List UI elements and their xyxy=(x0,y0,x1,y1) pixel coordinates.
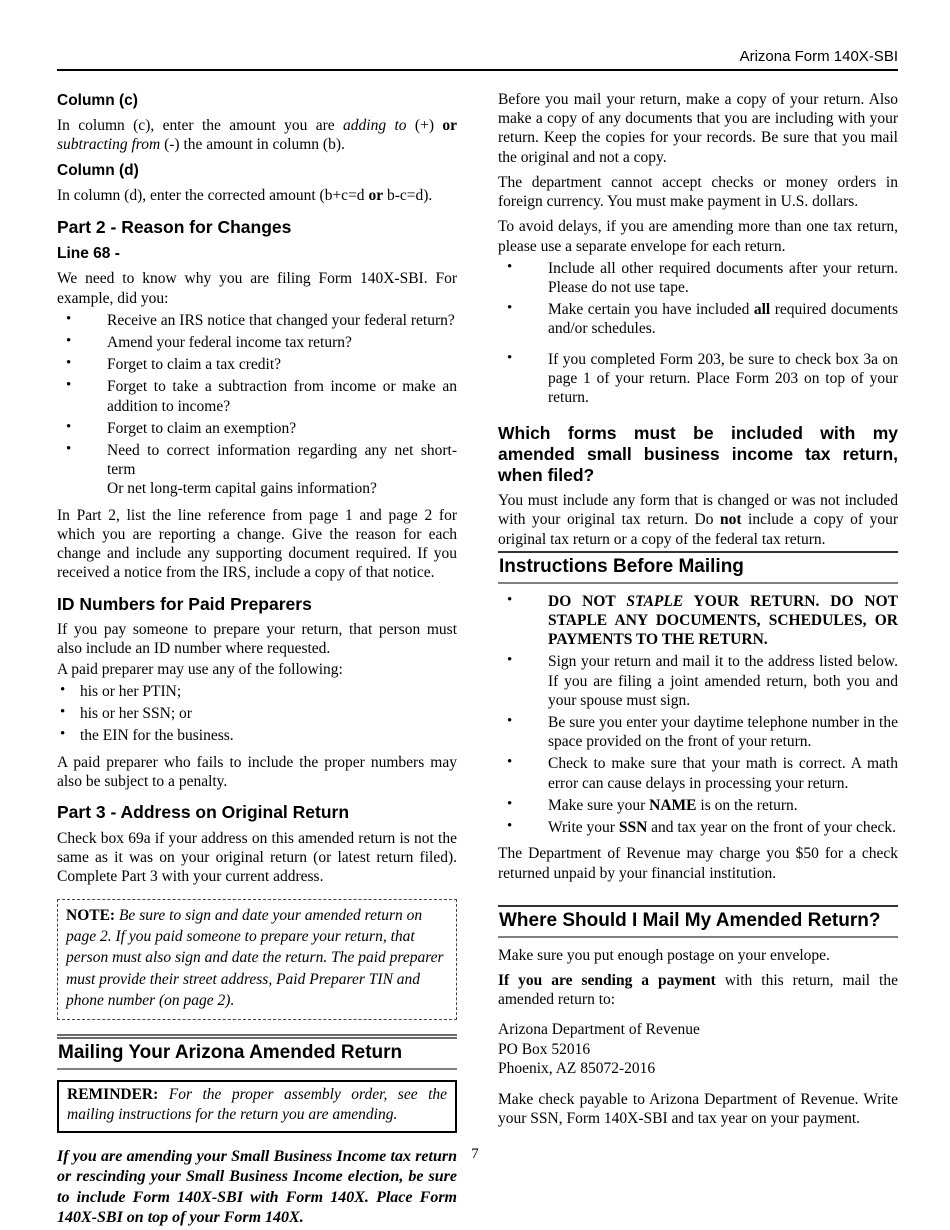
text-run: SSN xyxy=(618,819,648,837)
text-run: Write your xyxy=(548,819,619,837)
text-run: Forget to take a subtraction from income or make an addition to income? xyxy=(107,378,457,415)
text-run xyxy=(158,1086,168,1103)
bullet-icon: • xyxy=(60,704,66,721)
text-run: Part 3 - Address on Original Return xyxy=(57,801,350,822)
bullet-icon: • xyxy=(60,726,66,743)
text-run: or xyxy=(368,187,384,205)
text-run: If you are amending your Small Business Income tax return or rescinding your Small Business Income election, be sure to include Form 140X-SBI with Form 140X. Place Form 140X-SBI on top of your Form 140X. xyxy=(57,1147,457,1227)
text-run: (+) xyxy=(406,117,443,134)
bullet-text xyxy=(107,420,296,437)
bullet-item xyxy=(498,754,898,792)
boxed-section-heading xyxy=(498,905,898,938)
text-run: Where Should I Mail My Amended Return? xyxy=(499,909,881,931)
text-run: his or her PTIN; xyxy=(80,682,182,700)
bullet-text xyxy=(548,755,898,791)
bullet-list xyxy=(498,259,898,408)
paragraph xyxy=(498,1090,898,1128)
paragraph xyxy=(57,660,457,679)
text-run: NOTE: xyxy=(66,907,116,925)
text-run: Forget to claim a tax credit? xyxy=(107,356,282,374)
bullet-item xyxy=(498,300,898,338)
bullet-text xyxy=(548,260,898,296)
bullet-icon: • xyxy=(66,377,72,394)
address-line: Phoenix, AZ 85072-2016 xyxy=(498,1060,656,1078)
bullet-item xyxy=(498,713,898,751)
bullet-icon: • xyxy=(507,652,513,669)
paragraph xyxy=(57,829,457,887)
bullet-text xyxy=(80,683,181,700)
text-run: YOUR RETURN. DO NOT STAPLE ANY DOCUMENTS, SCHEDULES, OR PAYMENTS TO THE RETURN. xyxy=(548,592,898,649)
text-run: The Department of Revenue may charge you $50 for a check returned unpaid by your financial institution. xyxy=(498,845,898,882)
bullet-icon: • xyxy=(66,332,72,349)
text-run: b-c=d). xyxy=(383,187,433,205)
bullet-text xyxy=(548,593,898,648)
text-run: include a copy of your original tax return or a copy of the federal tax return. xyxy=(498,511,898,548)
paragraph xyxy=(57,620,457,658)
text-run: adding to xyxy=(343,117,407,134)
text-run: his or her SSN; or xyxy=(80,705,192,723)
text-run: Amend your federal income tax return? xyxy=(107,333,352,351)
text-run: A paid preparer may use any of the following: xyxy=(57,660,343,678)
text-run: Column (c) xyxy=(57,92,138,109)
bullet-icon: • xyxy=(507,754,513,771)
bullet-icon: • xyxy=(60,681,66,698)
bullet-list xyxy=(498,592,898,838)
text-run: If you are sending a payment xyxy=(498,971,716,989)
address-line: Arizona Department of Revenue xyxy=(498,1021,700,1039)
text-run: If you pay someone to prepare your return, that person must also include an ID number where requested. xyxy=(57,621,457,658)
text-run: Part 2 - Reason for Changes xyxy=(57,216,292,237)
paragraph xyxy=(57,116,457,154)
text-run: or xyxy=(442,117,457,134)
address-line: PO Box 52016 xyxy=(498,1040,591,1058)
boxed-section-heading xyxy=(57,1034,457,1070)
text-run: the EIN for the business. xyxy=(80,727,234,745)
bullet-item xyxy=(57,419,457,438)
bullet-text xyxy=(548,653,898,708)
bullet-item xyxy=(57,726,457,745)
text-run: REMINDER: xyxy=(67,1085,159,1103)
text-run: Make sure you put enough postage on your envelope. xyxy=(498,946,830,964)
form-title: Arizona Form 140X-SBI xyxy=(739,48,898,65)
bullet-text xyxy=(548,797,798,814)
bullet-text xyxy=(548,301,898,337)
text-run: Forget to claim an exemption? xyxy=(107,419,297,437)
bullet-item xyxy=(57,441,457,499)
paragraph xyxy=(498,173,898,211)
text-run: ID Numbers for Paid Preparers xyxy=(57,593,312,614)
text-run: Column (d) xyxy=(57,162,139,180)
bullet-text xyxy=(80,727,234,744)
text-run: not xyxy=(719,511,742,529)
sub-heading xyxy=(57,92,457,110)
section-heading xyxy=(498,423,898,485)
right-column xyxy=(498,84,898,1230)
section-heading xyxy=(57,217,457,238)
bullet-item xyxy=(57,333,457,352)
text-run: Be sure you enter your daytime telephone number in the space provided on the front of your return. xyxy=(548,714,898,751)
bullet-icon: • xyxy=(507,713,513,730)
text-run: Mailing Your Arizona Amended Return xyxy=(58,1041,403,1063)
text-run: required documents and/or schedules. xyxy=(548,301,898,338)
text-run: Before you mail your return, make a copy of your return. Also make a copy of any documents that you are including with your return. Keep the copies for your records. Be sure that you mail the original and not a copy. xyxy=(498,91,898,166)
bullet-icon: • xyxy=(507,258,513,275)
text-run: Include all other required documents after your return. Please do not use tape. xyxy=(548,259,898,296)
bullet-item xyxy=(57,704,457,723)
text-run: You must include any form that is changed or was not included with your original tax return. Do xyxy=(498,492,898,529)
bullet-icon: • xyxy=(507,300,513,317)
text-run: and tax year on the front of your check. xyxy=(647,819,897,837)
bullet-icon: • xyxy=(66,310,72,327)
bullet-icon: • xyxy=(66,418,72,435)
bullet-item xyxy=(498,796,898,815)
text-run: subtracting from xyxy=(57,136,161,154)
text-run: For the proper assembly order, see the mailing instructions for the return you are amending. xyxy=(67,1085,447,1123)
text-run: In column (d), enter the corrected amount (b+c=d xyxy=(57,187,369,205)
bullet-text xyxy=(107,312,455,329)
bullet-icon: • xyxy=(66,355,72,372)
text-run: all xyxy=(753,301,771,319)
text-run: Make sure your xyxy=(548,796,650,814)
bullet-item xyxy=(57,311,457,330)
text-run: is on the return. xyxy=(696,796,798,814)
bullet-text xyxy=(107,442,457,497)
header-rule xyxy=(57,69,898,71)
two-column-body xyxy=(57,84,898,1230)
text-run: Line 68 - xyxy=(57,245,120,263)
text-run: STAPLE xyxy=(626,592,684,610)
text-run: Need to correct information regarding any net short-term xyxy=(107,442,457,479)
section-heading xyxy=(57,802,457,823)
text-run: Be sure to sign and date your amended return on page 2. If you paid someone to prepare your return, that person must also sign and date the return. The paid preparer must provide their street address, Paid Preparer TIN and phone number (on page 2). xyxy=(66,907,444,1009)
bullet-icon: • xyxy=(507,818,513,835)
sub-heading xyxy=(57,162,457,180)
section-heading xyxy=(57,594,457,615)
bullet-text xyxy=(80,705,192,722)
text-run: (-) the amount in column (b). xyxy=(160,136,345,154)
text-run: Sign your return and mail it to the address listed below. If you are filing a joint amended return, both you and your spouse must sign. xyxy=(548,653,898,709)
reminder-box xyxy=(57,1080,457,1133)
bullet-text xyxy=(107,356,281,373)
text-run: A paid preparer who fails to include the proper numbers may also be subject to a penalty. xyxy=(57,753,457,790)
text-run: Instructions Before Mailing xyxy=(499,555,744,577)
paragraph xyxy=(498,217,898,255)
bullet-item xyxy=(498,818,898,837)
left-column xyxy=(57,84,457,1230)
bullet-item xyxy=(498,350,898,408)
bullet-item xyxy=(498,259,898,297)
text-run: Which forms must be included with my amended small business income tax return, when filed? xyxy=(498,423,898,485)
page-number: 7 xyxy=(471,1146,479,1162)
paragraph xyxy=(498,844,898,882)
text-run: Receive an IRS notice that changed your federal return? xyxy=(107,311,455,329)
bullet-list xyxy=(57,311,457,499)
bullet-item xyxy=(57,355,457,374)
bullet-item xyxy=(57,377,457,415)
bullet-icon: • xyxy=(507,591,513,608)
text-run: In Part 2, list the line reference from page 1 and page 2 for which you are reporting a change. Give the reason for each change and include any supporting document required. If you received a notice from the IRS, include a copy of that notice. xyxy=(57,506,457,582)
text-run: Make certain you have included xyxy=(548,301,754,319)
bullet-icon: • xyxy=(507,795,513,812)
text-run: We need to know why you are filing Form 140X-SBI. For example, did you: xyxy=(57,270,457,307)
bullet-text xyxy=(548,351,898,406)
paragraph xyxy=(57,186,457,205)
paragraph xyxy=(498,491,898,549)
text-run: To avoid delays, if you are amending more than one tax return, please use a separate envelope for each return. xyxy=(498,218,898,255)
bullet-icon: • xyxy=(507,349,513,366)
bullet-item xyxy=(57,682,457,701)
bullet-text xyxy=(107,378,457,414)
paragraph xyxy=(57,506,457,583)
text-run: Check to make sure that your math is correct. A math error can cause delays in processing your return. xyxy=(548,755,898,792)
text-run: with this return, mail the amended return to: xyxy=(498,971,898,1009)
text-run: NAME xyxy=(649,796,697,814)
bullet-text xyxy=(548,819,896,836)
text-run: Check box 69a if your address on this amended return is not the same as it was on your original return (or latest return filed). Complete Part 3 with your current address. xyxy=(57,829,457,886)
paragraph xyxy=(498,971,898,1009)
bullet-item xyxy=(498,652,898,710)
bullet-text xyxy=(548,714,898,750)
text-run: The department cannot accept checks or money orders in foreign currency. You must make payment in U.S. dollars. xyxy=(498,173,898,211)
page-header xyxy=(57,0,898,71)
paragraph xyxy=(498,90,898,167)
paragraph xyxy=(57,753,457,791)
text-run: If you completed Form 203, be sure to check box 3a on page 1 of your return. Place Form 203 on top of your return. xyxy=(548,350,898,407)
bullet-list xyxy=(57,682,457,746)
bullet-item xyxy=(498,592,898,650)
boxed-section-heading xyxy=(498,551,898,584)
text-run: Or net long-term capital gains information? xyxy=(107,480,377,498)
text-run: Make check payable to Arizona Department of Revenue. Write your SSN, Form 140X-SBI and tax year on your payment. xyxy=(498,1090,898,1128)
sub-heading xyxy=(57,245,457,263)
bullet-icon: • xyxy=(66,441,72,458)
note-box xyxy=(57,899,457,1019)
address-block xyxy=(498,1020,898,1079)
text-run: DO NOT xyxy=(548,592,627,610)
bullet-text xyxy=(107,334,352,351)
paragraph xyxy=(57,269,457,307)
paragraph xyxy=(498,946,898,965)
text-run: In column (c), enter the amount you are xyxy=(57,117,344,134)
